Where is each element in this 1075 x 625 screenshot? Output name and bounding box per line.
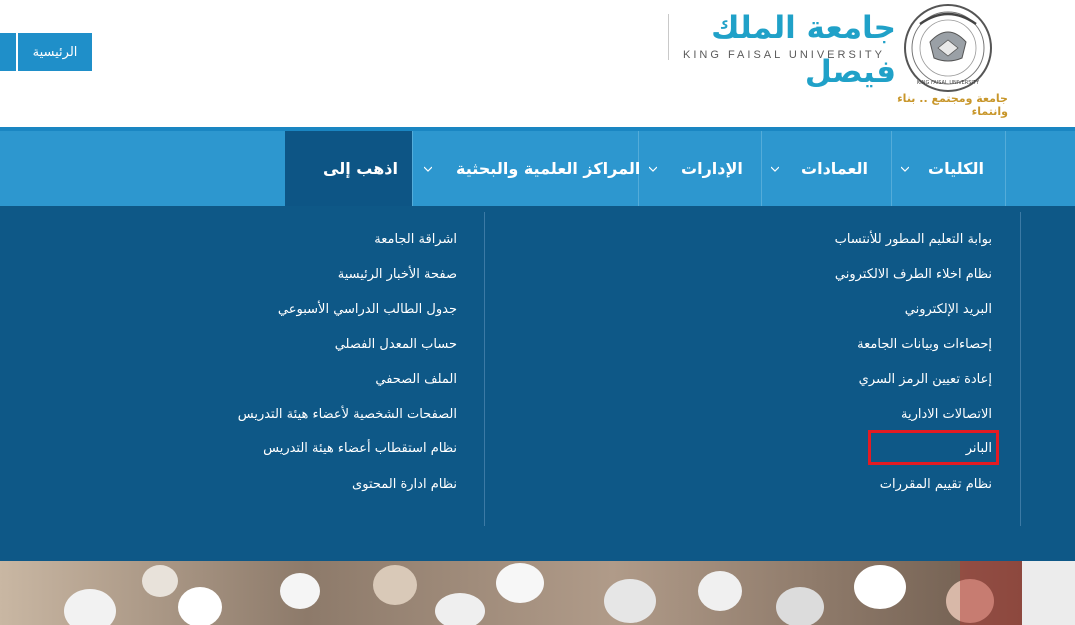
link-gpa-calculator[interactable]: حساب المعدل الفصلي <box>334 337 457 352</box>
banner-photo <box>0 561 1022 625</box>
link-content-management[interactable]: نظام ادارة المحتوى <box>352 477 457 492</box>
link-banner[interactable]: البانر <box>965 441 992 456</box>
chevron-down-icon[interactable] <box>424 165 432 173</box>
column-divider <box>484 212 485 526</box>
logo-english-text: KING FAISAL UNIVERSITY <box>683 49 885 61</box>
link-faculty-recruitment[interactable]: نظام استقطاب أعضاء هيئة التدريس <box>263 441 457 456</box>
site-header <box>0 0 1075 127</box>
nav-divider <box>412 131 413 206</box>
nav-divider <box>891 131 892 206</box>
university-slogan: جامعة ومجتمع .. بناء وانتماء <box>897 92 1008 118</box>
main-navigation <box>0 131 1075 206</box>
svg-text:KING FAISAL UNIVERSITY: KING FAISAL UNIVERSITY <box>916 80 980 86</box>
secondary-top-button[interactable] <box>0 33 16 71</box>
link-clearance-system[interactable]: نظام اخلاء الطرف الالكتروني <box>834 267 992 282</box>
link-university-ishraqa[interactable]: اشراقة الجامعة <box>374 232 457 247</box>
nav-divider <box>1005 131 1006 206</box>
link-university-statistics[interactable]: إحصاءات وبيانات الجامعة <box>857 337 992 352</box>
nav-item-research-centers[interactable]: المراكز العلمية والبحثية <box>456 159 641 178</box>
logo-divider <box>668 14 669 60</box>
nav-item-administrations[interactable]: الإدارات <box>681 159 743 178</box>
logo-arabic-text: جامعة الملك فيصل <box>711 10 896 90</box>
link-main-news[interactable]: صفحة الأخبار الرئيسية <box>337 267 457 282</box>
link-administrative-communications[interactable]: الاتصالات الادارية <box>901 407 992 422</box>
link-email[interactable]: البريد الإلكتروني <box>904 302 992 317</box>
column-divider <box>1020 212 1021 526</box>
link-password-reset[interactable]: إعادة تعيين الرمز السري <box>858 372 992 387</box>
banner-side-panel <box>1022 561 1075 625</box>
link-course-evaluation[interactable]: نظام تقييم المقررات <box>879 477 992 492</box>
link-press-file[interactable]: الملف الصحفي <box>375 372 457 387</box>
link-elearning-affiliation[interactable]: بوابة التعليم المطور للأنتساب <box>834 232 992 247</box>
nav-item-goto[interactable]: اذهب إلى <box>323 159 398 178</box>
link-faculty-personal-pages[interactable]: الصفحات الشخصية لأعضاء هيئة التدريس <box>237 407 457 422</box>
nav-divider <box>761 131 762 206</box>
link-student-weekly-schedule[interactable]: جدول الطالب الدراسي الأسبوعي <box>277 302 457 317</box>
university-seal-icon <box>900 2 996 94</box>
chevron-down-icon[interactable] <box>771 165 779 173</box>
chevron-down-icon[interactable] <box>901 165 909 173</box>
nav-item-deanships[interactable]: العمادات <box>801 159 869 178</box>
home-button[interactable]: الرئيسية <box>18 33 92 71</box>
highlight-annotation <box>868 430 999 465</box>
chevron-down-icon[interactable] <box>649 165 657 173</box>
nav-item-colleges[interactable]: الكليات <box>928 159 984 178</box>
